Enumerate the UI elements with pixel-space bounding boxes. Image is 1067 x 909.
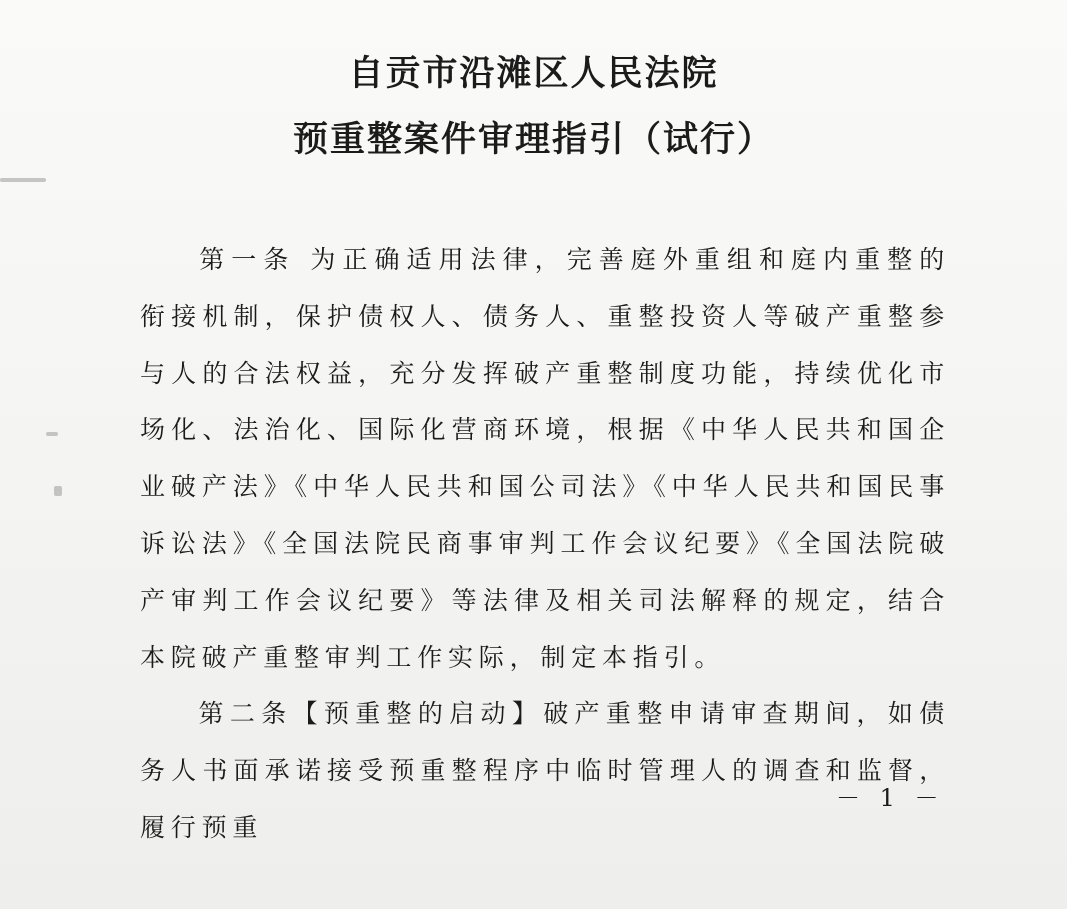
page-number: － 1 － xyxy=(836,784,945,812)
document-title-line1: 自贡市沿滩区人民法院 xyxy=(348,53,719,94)
article-1-text: 第一条 为正确适用法律，完善庭外重组和庭内重整的衔接机制，保护债权人、债务人、重整投资人等破产重整参与人的合法权益，充分发挥破产重整制度功能，持续优化市场化、法治化、国际化营商环境，根据《中华人民共和国企业破产法》《中华人民共和国公司法》《中华人民共和国民事诉讼法》《全国法院民商事审判工作会议纪要》《全国法院破产审判工作会议纪要》等法律及相关司法解释的规定，结合本院破产重整审判工作实际，制定本指引。 xyxy=(140,245,950,672)
scan-mark-lower xyxy=(54,486,62,496)
article-2-paragraph xyxy=(140,686,950,856)
document-title-line2: 预重整案件审理指引（试行） xyxy=(292,119,774,160)
article-1-paragraph xyxy=(140,232,950,686)
scan-mark-middle xyxy=(46,432,58,436)
article-2-text: 第二条【预重整的启动】破产重整申请审查期间，如债务人书面承诺接受预重整程序中临时管理人的调查和监督，履行预重 xyxy=(140,699,950,842)
scan-mark-top xyxy=(0,178,46,182)
